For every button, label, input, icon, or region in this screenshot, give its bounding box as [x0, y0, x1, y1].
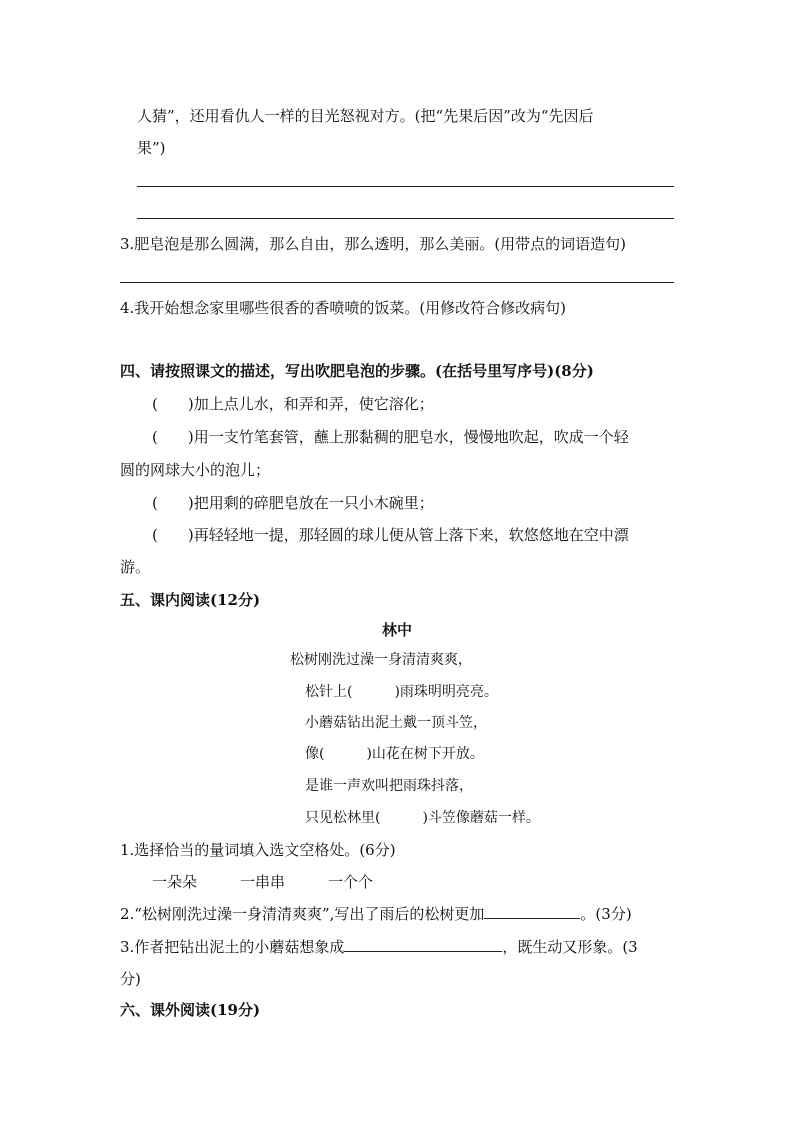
question-1: 1.选择恰当的量词填入选文空格处。(6分)	[120, 841, 396, 859]
section-6-title: 六、课外阅读(19分)	[120, 1001, 261, 1019]
section-5-title: 五、课内阅读(12分)	[120, 591, 261, 609]
question-text: 果”)	[137, 139, 166, 157]
question-3-prefix: 3.作者把钻出泥土的小蘑菇想象成	[120, 938, 345, 956]
poem-line: 只见松林里( )斗笠像蘑菇一样。	[305, 810, 540, 826]
step-item-cont: 游。	[120, 558, 151, 576]
step-item: ( )加上点儿水，和弄和弄，使它溶化；	[152, 395, 434, 413]
question-2	[120, 904, 632, 924]
question-3-suffix: ，既生动又形象。(3	[502, 938, 638, 956]
answer-line[interactable]	[137, 186, 674, 187]
section-4-title: 四、请按照课文的描述，写出吹肥皂泡的步骤。(在括号里写序号)(8分)	[120, 362, 594, 380]
poem-title: 林中	[382, 621, 413, 639]
option-item: 一串串	[240, 873, 286, 891]
answer-blank[interactable]	[344, 937, 502, 952]
question-text: 人猜”，还用看仇人一样的目光怒视对方。(把“先果后因”改为“先因后	[137, 107, 594, 125]
poem-line: 松树刚洗过澡一身清清爽爽，	[290, 652, 472, 668]
question-3: 3.肥皂泡是那么圆满，那么自由，那么透明，那么美丽。(用带点的词语造句)	[120, 235, 627, 253]
step-item: ( )把用剩的碎肥皂放在一只小木碗里；	[152, 494, 434, 512]
poem-line: 松针上( )雨珠明明亮亮。	[305, 684, 498, 700]
question-3-text	[120, 937, 638, 957]
poem-line: 是谁一声欢叫把雨珠抖落，	[305, 778, 473, 794]
question-2-prefix: 2.“松树刚洗过澡一身清清爽爽”,写出了雨后的松树更加	[120, 905, 485, 923]
step-item: ( )再轻轻地一提，那轻圆的球儿便从管上落下来，软悠悠地在空中漂	[152, 526, 629, 544]
step-item: ( )用一支竹笔套管，蘸上那黏稠的肥皂水，慢慢地吹起，吹成一个轻	[152, 428, 629, 446]
question-2-suffix: 。(3分)	[580, 905, 632, 923]
poem-line: 小蘑菇钻出泥土戴一顶斗笠，	[305, 715, 487, 731]
poem-line: 像( )山花在树下开放。	[305, 746, 484, 762]
option-item: 一个个	[328, 873, 374, 891]
question-3-cont: 分)	[120, 970, 141, 988]
answer-blank[interactable]	[484, 904, 580, 919]
answer-line[interactable]	[137, 218, 674, 219]
option-item: 一朵朵	[152, 873, 198, 891]
answer-line[interactable]	[120, 282, 674, 283]
question-4: 4.我开始想念家里哪些很香的香喷喷的饭菜。(用修改符合修改病句)	[120, 299, 567, 317]
step-item-cont: 圆的网球大小的泡儿；	[120, 461, 271, 479]
